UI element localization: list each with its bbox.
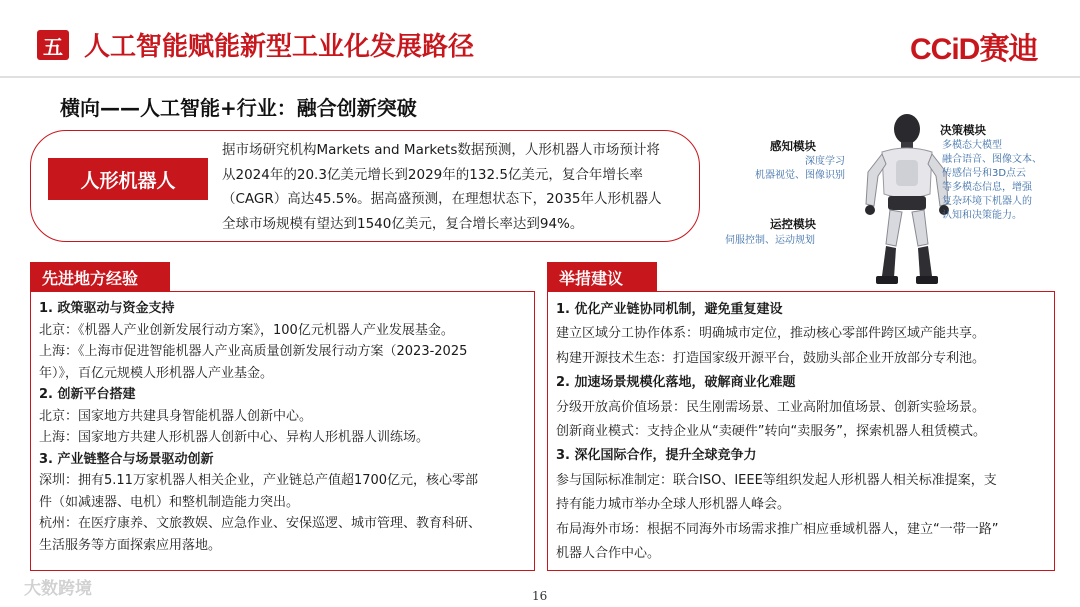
intro-line: 全球市场规模有望达到1540亿美元，复合增长率达到94%。 <box>222 215 584 232</box>
panel-text-line: 深圳：拥有5.11万家机器人相关企业，产业链总产值超1700亿元，核心零部 <box>39 473 479 488</box>
panel-subheading: 1. 政策驱动与资金支持 <box>39 301 175 316</box>
decision-module-title: 决策模块 <box>940 123 986 137</box>
panel-text-line: 上海：《上海市促进智能机器人产业高质量创新发展行动方案（2023-2025 <box>39 344 468 359</box>
panel-text-line: 持有能力城市举办全球人形机器人峰会。 <box>556 497 791 513</box>
panel-text-line: 上海：国家地方共建人形机器人创新中心、异构人形机器人训练场。 <box>39 430 430 445</box>
section-number-badge: 五 <box>37 30 69 60</box>
decision-module-desc: 多模态大模型 融合语音、图像文本、 传感信号和3D点云 等多模态信息，增强 复杂环境下机器人的 认知和决策能力。 <box>942 140 1042 221</box>
panel-subheading: 2. 创新平台搭建 <box>39 387 136 402</box>
right-panel-body <box>548 292 1054 566</box>
panel-text-line: 件（如减速器、电机）和整机制造能力突出。 <box>39 494 300 510</box>
perception-module-desc: 深度学习 机器视觉、图像识别 <box>755 156 845 181</box>
panel-text-line: 参与国际标准制定：联合ISO、IEEE等组织发起人形机器人相关标准提案，支 <box>556 472 997 488</box>
slide-subtitle: 横向——人工智能+行业：融合创新突破 <box>60 96 417 120</box>
panel-text-line: 北京：《机器人产业创新发展行动方案》，100亿元机器人产业发展基金。 <box>39 322 454 338</box>
ccid-logo: CCiD赛迪 <box>910 33 1038 66</box>
panel-text-line: 生活服务等方面探索应用落地。 <box>39 537 222 553</box>
left-panel-body <box>31 292 534 556</box>
panel-subheading: 3. 产业链整合与场景驱动创新 <box>39 451 214 467</box>
watermark-logo: 大数跨境 <box>24 579 92 599</box>
right-panel <box>547 291 1055 571</box>
panel-text-line: 北京：国家地方共建具身智能机器人创新中心。 <box>39 408 313 424</box>
intro-line: 据市场研究机构Markets and Markets数据预测，人形机器人市场预计将 <box>222 142 660 158</box>
intro-tag: 人形机器人 <box>48 158 208 200</box>
control-module-title: 运控模块 <box>770 217 816 231</box>
page-number: 16 <box>532 589 548 603</box>
panel-subheading: 3. 深化国际合作，提升全球竞争力 <box>556 448 757 464</box>
panel-text-line: 构建开源技术生态：打造国家级开源平台，鼓励头部企业开放部分专利池。 <box>556 350 986 366</box>
intro-line: （CAGR）高达45.5%。据高盛预测，在理想状态下，2035年人形机器人 <box>222 191 662 207</box>
panel-text-line: 建立区域分工协作体系：明确城市定位，推动核心零部件跨区域产能共享。 <box>556 326 986 342</box>
panel-text-line: 杭州：在医疗康养、文旅教娱、应急作业、安保巡逻、城市管理、教育科研、 <box>39 516 482 531</box>
page-title: 人工智能赋能新型工业化发展路径 <box>84 32 475 62</box>
panel-text-line: 创新商业模式：支持企业从“卖硬件”转向“卖服务”，探索机器人租赁模式。 <box>556 424 986 440</box>
panel-text-line: 分级开放高价值场景：民生刚需场景、工业高附加值场景、创新实验场景。 <box>556 399 986 415</box>
right-panel-header: 举措建议 <box>547 262 657 292</box>
control-module-desc: 伺服控制、运动规划 <box>725 235 815 246</box>
left-panel-header: 先进地方经验 <box>30 262 170 292</box>
panel-subheading: 1. 优化产业链协同机制，避免重复建设 <box>556 302 783 317</box>
intro-text <box>222 138 690 236</box>
panel-subheading: 2. 加速场景规模化落地，破解商业化难题 <box>556 375 796 391</box>
panel-text-line: 年）》，百亿元规模人形机器人产业基金。 <box>39 365 274 381</box>
panel-text-line: 布局海外市场：根据不同海外市场需求推广相应垂域机器人，建立“一带一路” <box>556 521 999 537</box>
header-divider <box>0 76 1080 78</box>
left-panel <box>30 291 535 571</box>
panel-text-line: 机器人合作中心。 <box>556 546 661 562</box>
perception-module-title: 感知模块 <box>770 139 816 153</box>
intro-line: 从2024年的20.3亿美元增长到2029年的132.5亿美元，复合年增长率 <box>222 166 643 183</box>
